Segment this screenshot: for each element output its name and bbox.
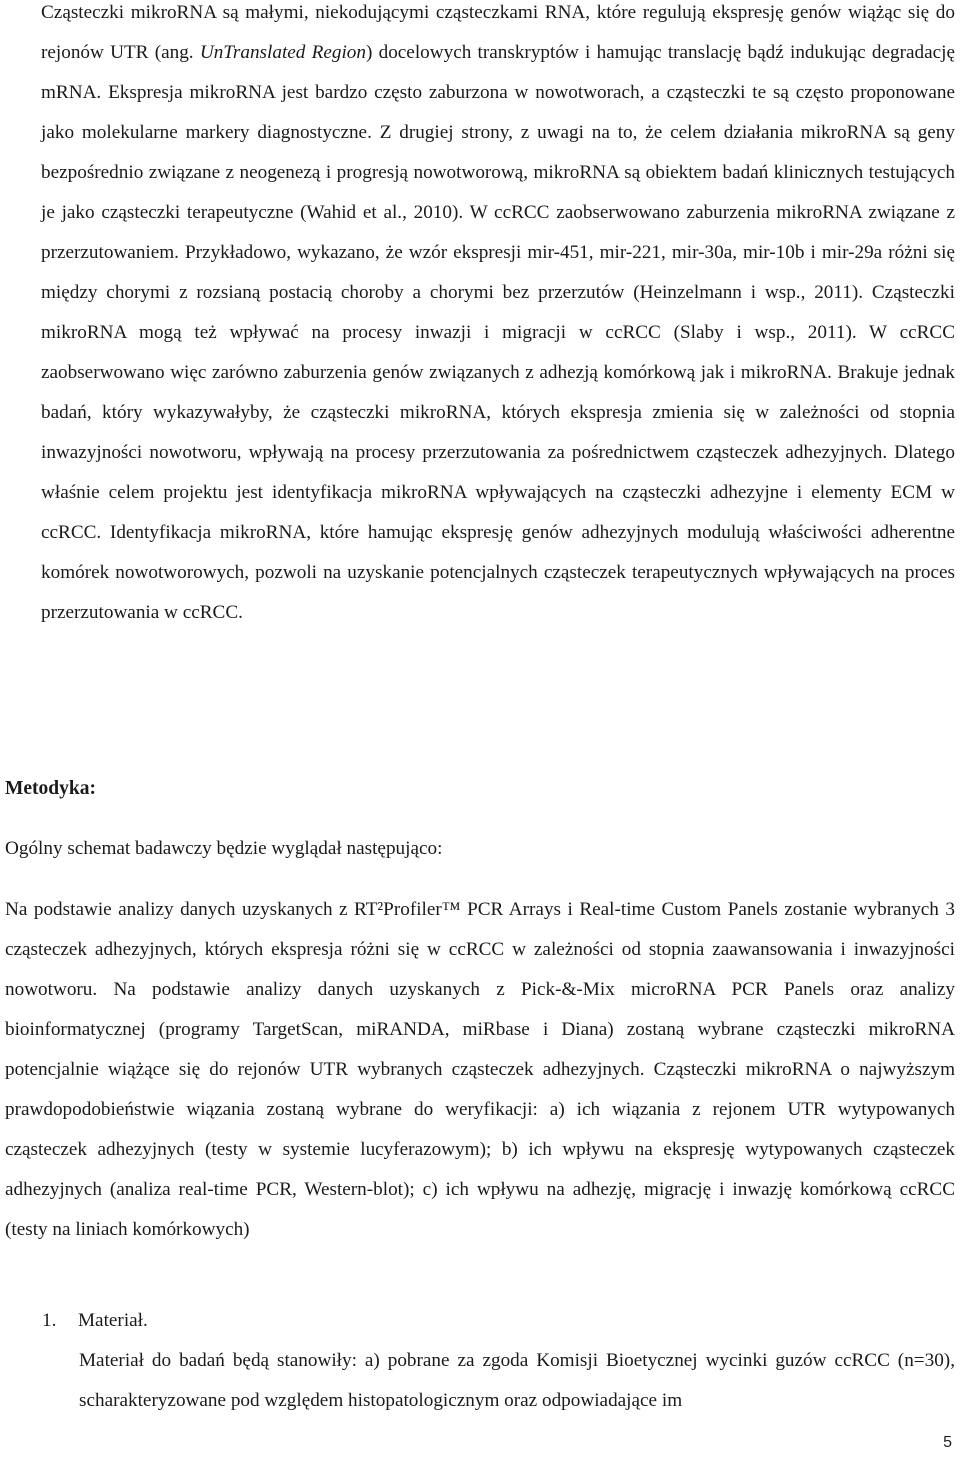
methods-paragraph: Na podstawie analizy danych uzyskanych z RT²Profiler™ PCR Arrays i Real-time Custom Panels zostanie wybranych 3 cząsteczek adhezyjnych, których ekspresja różni się w ccRCC w zależności od stopnia zaawansowania i inwazyjności nowotworu. Na podstawie analizy danych uzyskanych z Pick-&-Mix microRNA PCR Panels oraz analizy bioinformatycznej (programy TargetScan, miRANDA, miRbase i Diana) zostaną wybrane cząsteczki mikroRNA potencjalnie wiążące się do rejonów UTR wybranych cząsteczek adhezyjnych. Cząsteczki mikroRNA o najwyższym prawdopodobieństwie wiązania zostaną wybrane do weryfikacji: a) ich wiązania z rejonem UTR wytypowanych cząsteczek adhezyjnych (testy w systemie lucyferazowym); b) ich wpływu na ekspresję wytypowanych cząsteczek adhezyjnych (analiza real-time PCR, Western-blot); c) ich wpływu na adhezję, migrację i inwazję komórkową ccRCC (testy na liniach komórkowych) <box>5 899 955 1240</box>
intro-paragraph <box>41 0 955 633</box>
material-paragraph: Materiał do badań będą stanowiły: a) pobrane za zgoda Komisji Bioetycznej wycinki guzów ccRCC (n=30), scharakteryzowane pod względem histopatologicznym oraz odpowiadające im <box>79 1350 955 1411</box>
list-item-title: Materiał. <box>78 1310 148 1331</box>
intro-text-italic: UnTranslated Region <box>199 42 366 63</box>
intro-text-rest: ) docelowych transkryptów i hamując translację bądź indukując degradację mRNA. Ekspresja mikroRNA jest bardzo często zaburzona w nowotworach, a cząsteczki te są często proponowane jako molekularne markery diagnostyczne. Z drugiej strony, z uwagi na to, że celem działania mikroRNA są geny bezpośrednio związane z neogenezą i progresją nowotworową, mikroRNA są obiektem badań klinicznych testujących je jako cząsteczki terapeutyczne (Wahid et al., 2010). W ccRCC zaobserwowano zaburzenia mikroRNA związane z przerzutowaniem. Przykładowo, wykazano, że wzór ekspresji mir-451, mir-221, mir-30a, mir-10b i mir-29a różni się między chorymi z rozsianą postacią choroby a chorymi bez przerzutów (Heinzelmann i wsp., 2011). Cząsteczki mikroRNA mogą też wpływać na procesy inwazji i migracji w ccRCC (Slaby i wsp., 2011). W ccRCC zaobserwowano więc zarówno zaburzenia genów związanych z adhezją komórkową jak i mikroRNA. Brakuje jednak badań, który wykazywałyby, że cząsteczki mikroRNA, których ekspresja zmienia się w zależności od stopnia inwazyjności nowotworu, wpływają na procesy przerzutowania za pośrednictwem cząsteczek adhezyjnych. Dlatego właśnie celem projektu jest identyfikacja mikroRNA wpływających na cząsteczki adhezyjne i elementy ECM w ccRCC. Identyfikacja mikroRNA, które hamując ekspresję genów adhezyjnych modulują właściwości adherentne komórek nowotworowych, pozwoli na uzyskanie potencjalnych cząsteczek terapeutycznych wpływających na proces przerzutowania w ccRCC. <box>41 42 955 623</box>
section-heading-methods: Metodyka: <box>5 778 96 799</box>
page-number: 5 <box>943 1434 952 1451</box>
scheme-intro-text: Ogólny schemat badawczy będzie wyglądał następująco: <box>5 838 443 859</box>
list-item-number: 1. <box>42 1310 57 1331</box>
intro-text-start: Cząsteczki mikroRNA są małymi, niekodującymi cząsteczkami RNA, które regulują ekspresję genów wiążąc się do rejonów UTR (ang. <box>41 2 955 63</box>
list-item-material <box>42 1301 148 1341</box>
